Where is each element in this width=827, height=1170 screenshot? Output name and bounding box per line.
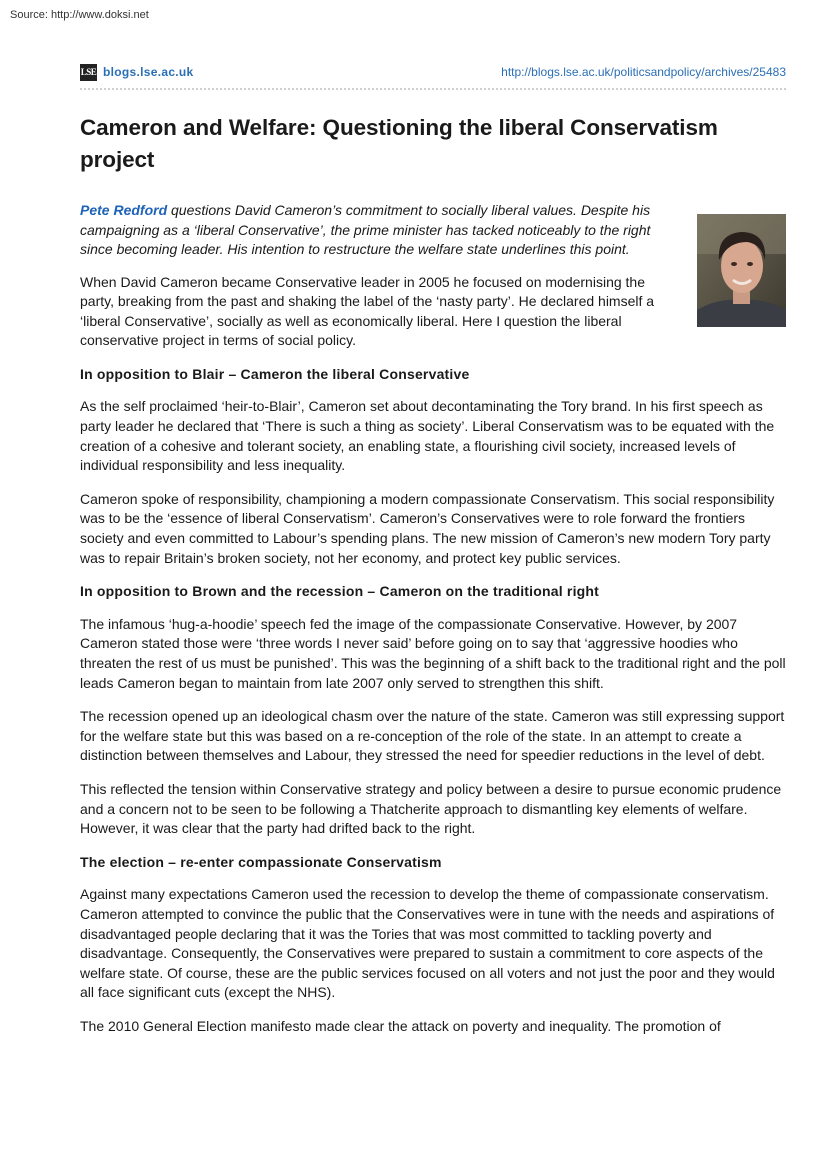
paragraph: The recession opened up an ideological chasm over the nature of the state. Cameron was still expressing support for the welfare state but this was based on a re-conception of the role of the state. In an attempt to create a distinction between themselves and Labour, they stressed the need for speedier reductions in the level of debt. bbox=[80, 708, 785, 764]
article-body bbox=[80, 201, 786, 1051]
source-line: Source: http://www.doksi.net bbox=[10, 9, 149, 21]
paragraph: The infamous ‘hug-a-hoodie’ speech fed the image of the compassionate Conservative. However, by 2007 Cameron stated those were ‘three words I never said’ before going on to say that ‘aggressive hoodies who threaten the rest of us must be punished’. This was the beginning of a shift back to the traditional right and the poll leads Cameron began to maintain from late 2007 only served to strengthen this shift. bbox=[80, 615, 786, 691]
section-heading-3: The election – re-enter compassionate Conservatism bbox=[80, 853, 442, 870]
article-url-link[interactable]: http://blogs.lse.ac.uk/politicsandpolicy/archives/25483 bbox=[501, 65, 786, 79]
paragraph: Against many expectations Cameron used the recession to develop the theme of compassionate conservatism. Cameron attempted to convince the public that the Conservatives were in tune with the needs and aspirations of disadvantaged people declaring that it was the Tories that was most committed to tackling poverty and disadvantage. Consequently, the Conservatives were prepared to sustain a commitment to core aspects of the welfare state. Of course, these are the public services focused on all voters and not just the poor and they would all face significant cuts (except the NHS). bbox=[80, 886, 775, 1001]
intro-paragraph: When David Cameron became Conservative leader in 2005 he focused on modernising the party, breaking from the past and shaking the label of the ‘nasty party’. He declared himself a ‘liberal Conservative’, socially as well as economically liberal. Here I question the liberal conservative project in terms of social policy. bbox=[80, 273, 655, 349]
article-lead bbox=[80, 201, 675, 260]
lead-text: questions David Cameron’s commitment to socially liberal values. Despite his campaigning as a ‘liberal Conservative’, the prime minister has tacked noticeably to the right since becoming leader. His intention to restructure the welfare state underlines this point. bbox=[80, 202, 651, 257]
paragraph: This reflected the tension within Conservative strategy and policy between a desire to pursue economic prudence and a concern not to be seen to be following a Thatcherite approach to dismantling key elements of welfare. However, it was clear that the party had drifted back to the right. bbox=[80, 780, 782, 837]
author-photo bbox=[697, 214, 786, 327]
paragraph: The 2010 General Election manifesto made clear the attack on poverty and inequality. The promotion of bbox=[80, 1017, 721, 1034]
section-heading-1: In opposition to Blair – Cameron the liberal Conservative bbox=[80, 365, 470, 382]
author-link[interactable]: Pete Redford bbox=[80, 202, 168, 218]
site-name-link[interactable]: blogs.lse.ac.uk bbox=[103, 65, 194, 79]
lse-logo: LSE bbox=[80, 64, 97, 81]
paragraph: Cameron spoke of responsibility, championing a modern compassionate Conservatism. This social responsibility was to be the ‘essence of liberal Conservatism’. Cameron’s Conservatives were to role forward the frontiers society and even committed to Labour’s spending plans. The new mission of Cameron’s new modern Tory party was to repair Britain’s broken society, not her economy, and protect key public services. bbox=[80, 490, 775, 566]
article-title: Cameron and Welfare: Questioning the liberal Conservatism project bbox=[80, 115, 718, 172]
paragraph: As the self proclaimed ‘heir-to-Blair’, Cameron set about decontaminating the Tory brand. In his first speech as party leader he declared that ‘There is such a thing as society’. Liberal Conservatism was to be equated with the creation of a cohesive and tolerant society, an enabling state, a flourishing civil society, increased levels of individual responsibility and less inequality. bbox=[80, 398, 775, 474]
site-header bbox=[80, 62, 786, 90]
section-heading-2: In opposition to Brown and the recession – Cameron on the traditional right bbox=[80, 583, 600, 600]
